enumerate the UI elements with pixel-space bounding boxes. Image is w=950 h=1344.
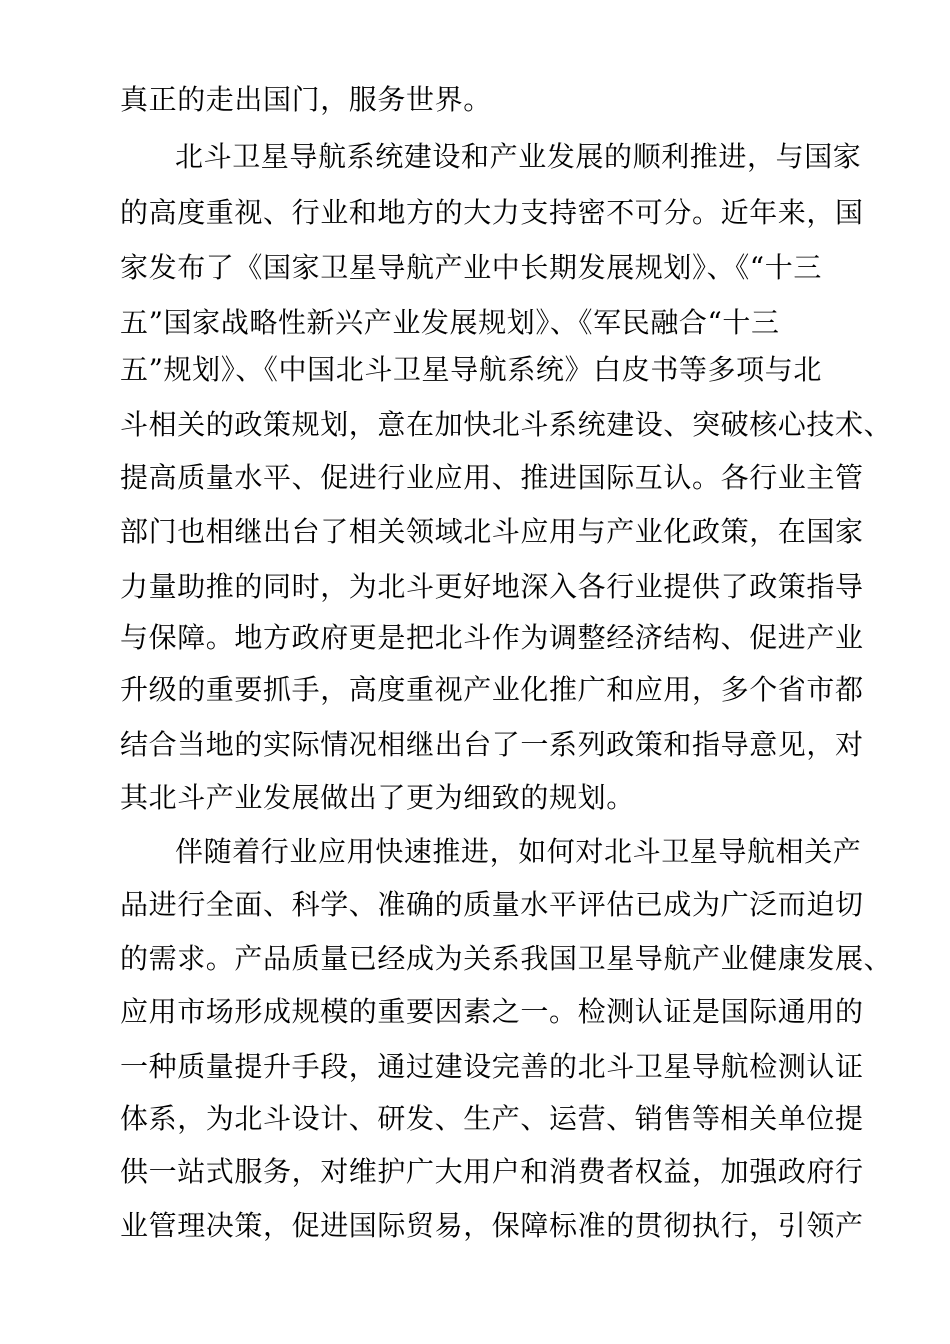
text-line: 部门也相继出台了相关领域北斗应用与产业化政策，在国家 <box>120 515 864 548</box>
text-line: 真正的走出国门，服务世界。 <box>120 83 492 116</box>
text-line: 供一站式服务，对维护广大用户和消费者权益，加强政府行 <box>120 1155 864 1188</box>
text-line: 一种质量提升手段，通过建设完善的北斗卫星导航检测认证 <box>120 1050 864 1083</box>
text-line: 品进行全面、科学、准确的质量水平评估已成为广泛而迫切 <box>120 888 864 921</box>
text-line: 的高度重视、行业和地方的大力支持密不可分。近年来，国 <box>120 196 864 229</box>
paragraph-first-line: 伴随着行业应用快速推进，如何对北斗卫星导航相关产 <box>175 835 862 868</box>
paragraph-first-line: 北斗卫星导航系统建设和产业发展的顺利推进，与国家 <box>175 140 862 173</box>
text-line: 业管理决策，促进国际贸易，保障标准的贯彻执行，引领产 <box>120 1209 864 1242</box>
text-line: 结合当地的实际情况相继出台了一系列政策和指导意见，对 <box>120 728 864 761</box>
text-line: 家发布了《国家卫星导航产业中长期发展规划》、《“十三 <box>120 251 822 284</box>
text-line: 应用市场形成规模的重要因素之一。检测认证是国际通用的 <box>120 995 864 1028</box>
text-line: 体系，为北斗设计、研发、生产、运营、销售等相关单位提 <box>120 1102 864 1135</box>
text-line: 提高质量水平、促进行业应用、推进国际互认。各行业主管 <box>120 461 864 494</box>
text-line: 其北斗产业发展做出了更为细致的规划。 <box>120 781 635 814</box>
text-line: 五”国家战略性新兴产业发展规划》、《军民融合“十三 <box>120 306 780 339</box>
text-line: 升级的重要抓手，高度重视产业化推广和应用，多个省市都 <box>120 673 864 706</box>
text-line: 五”规划》、《中国北斗卫星导航系统》白皮书等多项与北 <box>120 353 822 386</box>
text-line: 的需求。产品质量已经成为关系我国卫星导航产业健康发展、 <box>120 942 893 975</box>
text-line: 力量助推的同时，为北斗更好地深入各行业提供了政策指导 <box>120 570 864 603</box>
text-line: 与保障。地方政府更是把北斗作为调整经济结构、促进产业 <box>120 621 864 654</box>
text-line: 斗相关的政策规划，意在加快北斗系统建设、突破核心技术、 <box>120 408 893 441</box>
